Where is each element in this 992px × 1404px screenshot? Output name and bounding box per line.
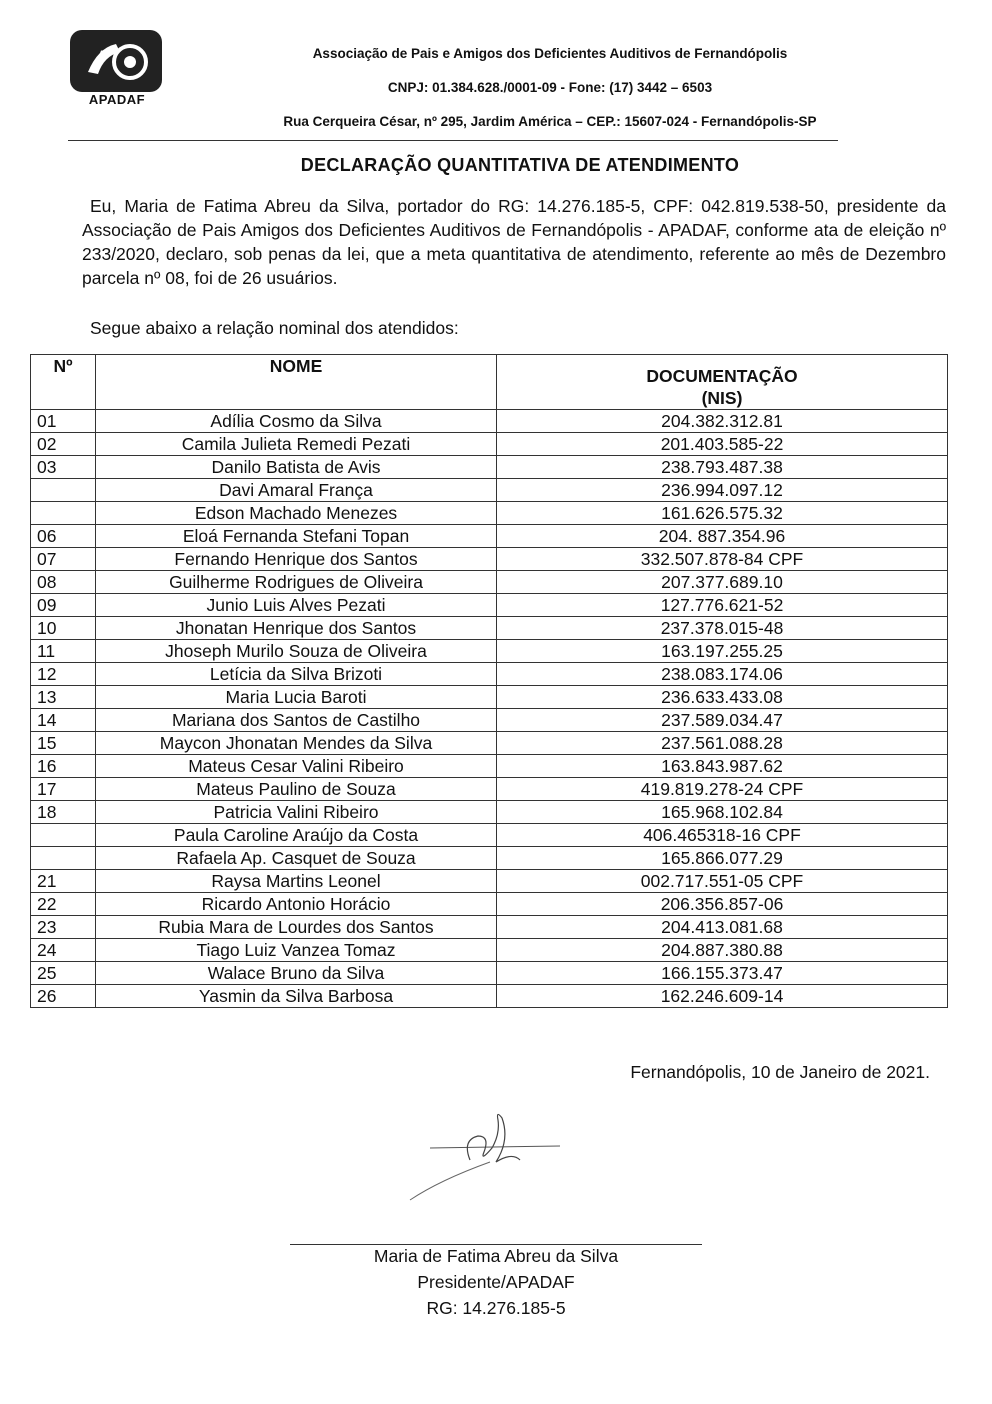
table-row <box>31 640 948 663</box>
row-number <box>31 502 96 525</box>
row-number: 16 <box>31 755 96 778</box>
table-row <box>31 732 948 755</box>
row-name: Jhoseph Murilo Souza de Oliveira <box>96 640 497 663</box>
row-number: 17 <box>31 778 96 801</box>
row-document: 236.994.097.12 <box>497 479 948 502</box>
row-number: 18 <box>31 801 96 824</box>
svg-text:A: A <box>98 49 106 61</box>
row-number <box>31 824 96 847</box>
place-date: Fernandópolis, 10 de Janeiro de 2021. <box>630 1062 930 1082</box>
row-name: Danilo Batista de Avis <box>96 456 497 479</box>
table-row <box>31 456 948 479</box>
row-number: 22 <box>31 893 96 916</box>
org-contact: CNPJ: 01.384.628./0001-09 - Fone: (17) 3442 – 6503 <box>387 80 713 95</box>
row-document: 163.197.255.25 <box>497 640 948 663</box>
row-document: 206.356.857-06 <box>497 893 948 916</box>
row-number: 01 <box>31 410 96 433</box>
row-document: 332.507.878-84 CPF <box>497 548 948 571</box>
row-name: Yasmin da Silva Barbosa <box>96 985 497 1008</box>
org-name: Associação de Pais e Amigos dos Deficientes Auditivos de Fernandópolis <box>312 46 788 61</box>
org-address: Rua Cerqueira César, nº 295, Jardim América – CEP.: 15607-024 - Fernandópolis-SP <box>283 114 817 129</box>
list-intro: Segue abaixo a relação nominal dos atendidos: <box>90 318 459 338</box>
row-document: 166.155.373.47 <box>497 962 948 985</box>
row-name: Fernando Henrique dos Santos <box>96 548 497 571</box>
table-row <box>31 502 948 525</box>
row-name: Maria Lucia Baroti <box>96 686 497 709</box>
row-name: Edson Machado Menezes <box>96 502 497 525</box>
row-name: Patricia Valini Ribeiro <box>96 801 497 824</box>
row-document: 236.633.433.08 <box>497 686 948 709</box>
row-number: 24 <box>31 939 96 962</box>
signatory-role: Presidente/APADAF <box>417 1272 575 1292</box>
row-document: 002.717.551-05 CPF <box>497 870 948 893</box>
row-document: 419.819.278-24 CPF <box>497 778 948 801</box>
row-document: 237.378.015-48 <box>497 617 948 640</box>
row-document: 237.561.088.28 <box>497 732 948 755</box>
row-document: 204.413.081.68 <box>497 916 948 939</box>
table-row <box>31 985 948 1008</box>
table-row <box>31 479 948 502</box>
row-number: 03 <box>31 456 96 479</box>
header-doc-line2: (NIS) <box>701 388 743 408</box>
table-row <box>31 916 948 939</box>
table-row <box>31 962 948 985</box>
row-name: Tiago Luiz Vanzea Tomaz <box>96 939 497 962</box>
row-number: 11 <box>31 640 96 663</box>
row-number <box>31 479 96 502</box>
row-document: 165.968.102.84 <box>497 801 948 824</box>
signature-line <box>290 1244 702 1245</box>
row-document: 406.465318-16 CPF <box>497 824 948 847</box>
row-number: 23 <box>31 916 96 939</box>
table-row <box>31 663 948 686</box>
row-name: Junio Luis Alves Pezati <box>96 594 497 617</box>
signatory-name: Maria de Fatima Abreu da Silva <box>373 1246 619 1266</box>
row-name: Eloá Fernanda Stefani Topan <box>96 525 497 548</box>
row-document: 238.083.174.06 <box>497 663 948 686</box>
row-number: 09 <box>31 594 96 617</box>
row-document: 238.793.487.38 <box>497 456 948 479</box>
row-document: 207.377.689.10 <box>497 571 948 594</box>
table-row <box>31 893 948 916</box>
header-num: Nº <box>31 355 96 410</box>
row-number: 06 <box>31 525 96 548</box>
row-document: 204.382.312.81 <box>497 410 948 433</box>
table-row <box>31 410 948 433</box>
table-row <box>31 709 948 732</box>
table-row <box>31 870 948 893</box>
table-row <box>31 594 948 617</box>
table-row <box>31 525 948 548</box>
header-name: NOME <box>96 355 497 410</box>
header-doc-line1: DOCUMENTAÇÃO <box>646 366 798 386</box>
beneficiaries-table <box>30 354 948 1008</box>
row-name: Paula Caroline Araújo da Costa <box>96 824 497 847</box>
row-name: Mateus Paulino de Souza <box>96 778 497 801</box>
row-document: 163.843.987.62 <box>497 755 948 778</box>
row-number: 07 <box>31 548 96 571</box>
table-row <box>31 755 948 778</box>
row-document: 204.887.380.88 <box>497 939 948 962</box>
logo-text: APADAF <box>88 92 146 107</box>
header-divider <box>68 140 838 141</box>
row-document: 127.776.621-52 <box>497 594 948 617</box>
row-name: Camila Julieta Remedi Pezati <box>96 433 497 456</box>
row-number: 12 <box>31 663 96 686</box>
row-number: 26 <box>31 985 96 1008</box>
table-row <box>31 686 948 709</box>
row-name: Jhonatan Henrique dos Santos <box>96 617 497 640</box>
row-number: 13 <box>31 686 96 709</box>
handwritten-signature <box>400 1100 580 1210</box>
row-document: 162.246.609-14 <box>497 985 948 1008</box>
row-document: 165.866.077.29 <box>497 847 948 870</box>
header-doc <box>497 355 948 410</box>
row-name: Adília Cosmo da Silva <box>96 410 497 433</box>
row-number: 08 <box>31 571 96 594</box>
row-document: 161.626.575.32 <box>497 502 948 525</box>
row-name: Rafaela Ap. Casquet de Souza <box>96 847 497 870</box>
row-document: 201.403.585-22 <box>497 433 948 456</box>
declaration-paragraph: Eu, Maria de Fatima Abreu da Silva, portador do RG: 14.276.185-5, CPF: 042.819.538-50, presidente da Associação de Pais Amigos dos Deficientes Auditivos de Fernandópolis - APADAF, conforme ata de eleição nº 233/2020, declaro, sob penas da lei, que a meta quantitativa de atendimento, referente ao mês de Dezembro parcela nº 08, foi de 26 usuários. <box>82 196 946 288</box>
row-document: 204. 887.354.96 <box>497 525 948 548</box>
row-number: 21 <box>31 870 96 893</box>
table-row <box>31 824 948 847</box>
row-name: Walace Bruno da Silva <box>96 962 497 985</box>
table-row <box>31 571 948 594</box>
row-number: 14 <box>31 709 96 732</box>
row-number <box>31 847 96 870</box>
table-body <box>31 410 948 1008</box>
row-name: Ricardo Antonio Horácio <box>96 893 497 916</box>
table-row <box>31 939 948 962</box>
row-name: Mariana dos Santos de Castilho <box>96 709 497 732</box>
table-row <box>31 801 948 824</box>
table-row <box>31 847 948 870</box>
row-number: 02 <box>31 433 96 456</box>
table-row <box>31 778 948 801</box>
row-name: Maycon Jhonatan Mendes da Silva <box>96 732 497 755</box>
table-row <box>31 548 948 571</box>
document-title: DECLARAÇÃO QUANTITATIVA DE ATENDIMENTO <box>300 155 740 175</box>
row-number: 15 <box>31 732 96 755</box>
row-document: 237.589.034.47 <box>497 709 948 732</box>
row-name: Davi Amaral França <box>96 479 497 502</box>
signatory-rg: RG: 14.276.185-5 <box>426 1298 566 1318</box>
row-name: Mateus Cesar Valini Ribeiro <box>96 755 497 778</box>
row-number: 10 <box>31 617 96 640</box>
table-row <box>31 433 948 456</box>
table-row <box>31 617 948 640</box>
row-name: Raysa Martins Leonel <box>96 870 497 893</box>
row-number: 25 <box>31 962 96 985</box>
table-header-row <box>31 355 948 410</box>
row-name: Guilherme Rodrigues de Oliveira <box>96 571 497 594</box>
row-name: Letícia da Silva Brizoti <box>96 663 497 686</box>
row-name: Rubia Mara de Lourdes dos Santos <box>96 916 497 939</box>
